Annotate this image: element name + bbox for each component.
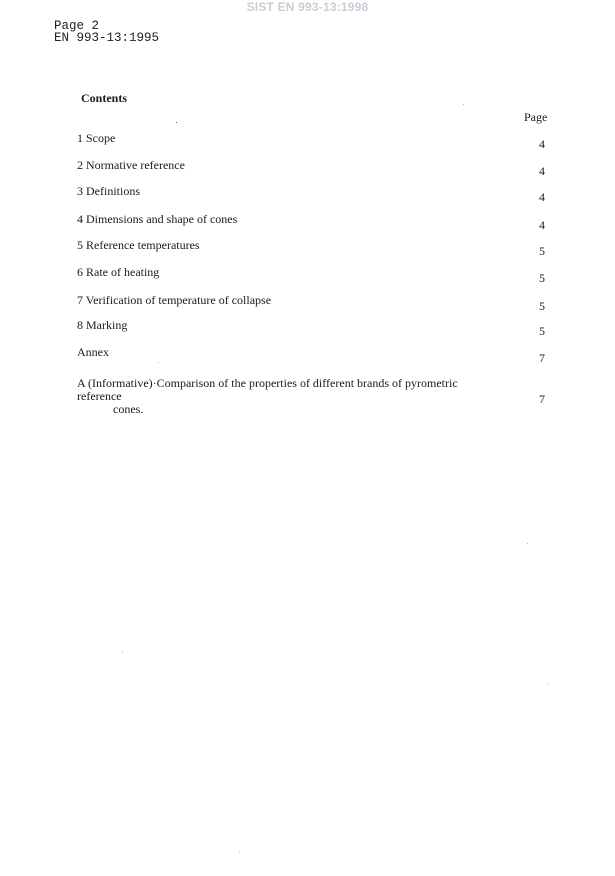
- toc-entry-annex-a: [0, 376, 615, 416]
- toc-entry-label: 5 Reference temperatures: [77, 238, 200, 252]
- scan-speck: [176, 122, 177, 123]
- scan-speck: [158, 362, 159, 363]
- scan-speck: [548, 683, 549, 684]
- toc-entry-label: 4 Dimensions and shape of cones: [77, 212, 238, 226]
- toc-entry-page: 7: [539, 392, 545, 406]
- toc-entry-page: 7: [539, 351, 545, 365]
- toc-entry-page: 5: [539, 244, 545, 258]
- toc-entry-label: Annex: [77, 345, 109, 359]
- scan-speck: [463, 104, 464, 105]
- toc-entry-label: 7 Verification of temperature of collapse: [77, 293, 272, 307]
- toc-entry-label: 6 Rate of heating: [77, 265, 160, 279]
- page-number: Page 2: [54, 19, 100, 33]
- scan-speck: [122, 652, 123, 653]
- toc-entry-dimensions: [0, 212, 615, 232]
- toc-entry-label: 2 Normative reference: [77, 158, 185, 172]
- toc-entry-reference-temperatures: [0, 238, 615, 258]
- toc-entry-label: 8 Marking: [77, 318, 128, 332]
- toc-entry-label-line1: A (Informative)·Comparison of the properties of different brands of pyrometric reference: [77, 376, 458, 403]
- scan-speck: [239, 851, 240, 852]
- toc-entry-label: 3 Definitions: [77, 184, 140, 198]
- toc-entry-normative-reference: [0, 158, 615, 178]
- toc-entry-page: 5: [539, 324, 545, 338]
- toc-entry-page: 4: [539, 164, 545, 178]
- toc-entry-scope: [0, 131, 615, 151]
- toc-entry-annex: [0, 345, 615, 365]
- toc-entry-page: 4: [539, 218, 545, 232]
- toc-entry-page: 4: [539, 190, 545, 204]
- toc-entry-page: 5: [539, 299, 545, 313]
- standard-number: EN 993-13:1995: [54, 31, 160, 45]
- contents-title: Contents: [81, 91, 128, 105]
- toc-entry-page: 4: [539, 137, 545, 151]
- toc-entry-verification: [0, 293, 615, 313]
- toc-entry-label-line2: cones.: [113, 402, 144, 416]
- scan-speck: [527, 543, 528, 544]
- toc-entry-label: 1 Scope: [77, 131, 116, 145]
- toc-entry-definitions: [0, 184, 615, 204]
- page-header: [54, 20, 159, 44]
- watermark: SIST EN 993-13:1998: [246, 0, 369, 14]
- toc-entry-rate-of-heating: [0, 265, 615, 285]
- page-column-label: Page: [524, 110, 548, 124]
- toc-entry-page: 5: [539, 271, 545, 285]
- toc-entry-label: [77, 377, 502, 416]
- toc-entry-marking: [0, 318, 615, 338]
